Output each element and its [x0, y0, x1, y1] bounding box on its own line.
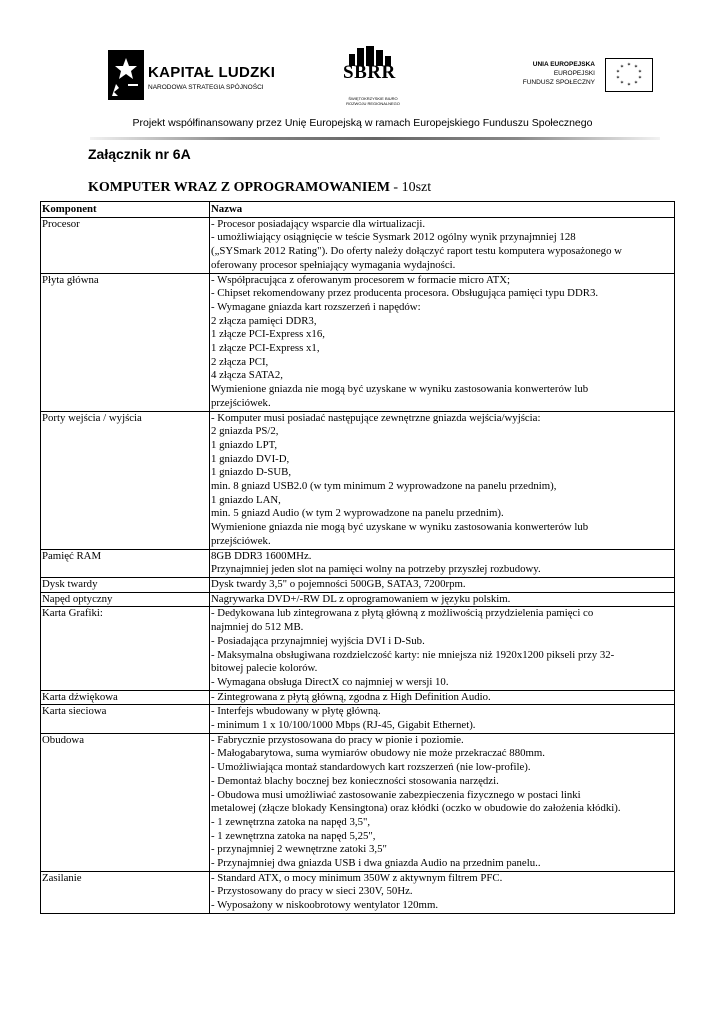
description-line: Dysk twardy 3,5" o pojemności 500GB, SATA3, 7200rpm. — [211, 577, 466, 590]
kapital-ludzki-logo — [108, 48, 276, 108]
description-line: 1 złącze PCI-Express x1, — [211, 342, 320, 355]
svg-text:✶: ✶ — [637, 76, 643, 81]
description-line: - Fabrycznie przystosowana do pracy w pionie i poziomie. — [211, 733, 464, 746]
description-line: - Posiadająca przynajmniej wyjścia DVI i D-Sub. — [211, 634, 425, 647]
table-row — [41, 607, 675, 690]
description-line: - Zintegrowana z płytą główną, zgodna z High Definition Audio. — [211, 690, 491, 703]
description-cell — [210, 690, 675, 705]
component-cell: Karta sieciowa — [41, 705, 210, 733]
description-cell — [210, 871, 675, 913]
table-header-row — [41, 202, 675, 218]
description-cell — [210, 607, 675, 690]
description-line: - umożliwiający osiągnięcie w teście Sysmark 2012 ogólny wynik przynajmniej 128 — [211, 231, 576, 244]
description-line: oferowany procesor spełniający wymagania wydajności. — [211, 258, 456, 271]
component-cell: Zasilanie — [41, 871, 210, 913]
description-line: Wymienione gniazda nie mogą być uzyskane w wyniku zastosowania konwerterów lub — [211, 383, 589, 396]
description-cell — [210, 705, 675, 733]
component-cell: Napęd optyczny — [41, 592, 210, 607]
table-row — [41, 733, 675, 871]
description-line: przejściówek. — [211, 396, 271, 409]
table-row — [41, 273, 675, 411]
description-line: - Obudowa musi umożliwiać zastosowanie zabezpieczenia fizycznego w postaci linki — [211, 788, 581, 801]
kapital-ludzki-mark-icon — [108, 50, 144, 100]
svg-text:✶: ✶ — [637, 70, 643, 75]
eu-flag-icon — [605, 58, 653, 92]
component-cell: Obudowa — [41, 733, 210, 871]
description-cell — [210, 592, 675, 607]
sbrr-subtitle: ŚWIĘTOKRZYSKIE BIURO ROZWOJU REGIONALNEGO — [346, 96, 400, 106]
description-line: - przynajmniej 2 wewnętrzne zatoki 3,5" — [211, 843, 387, 856]
description-line: przejściówek. — [211, 534, 271, 547]
component-cell: Karta Grafiki: — [41, 607, 210, 690]
component-cell: Procesor — [41, 217, 210, 273]
header-component: Komponent — [41, 202, 210, 218]
description-line: Wymienione gniazda nie mogą być uzyskane w wyniku zastosowania konwerterów lub — [211, 521, 589, 534]
description-cell — [210, 549, 675, 577]
description-line: 1 złącze PCI-Express x16, — [211, 328, 325, 341]
table-row — [41, 592, 675, 607]
description-line: 4 złącza SATA2, — [211, 369, 283, 382]
table-row — [41, 871, 675, 913]
description-line: bitowej palecie kolorów. — [211, 662, 318, 675]
cofinance-statement: Projekt współfinansowany przez Unię Europejską w ramach Europejskiego Funduszu Społecznego — [132, 117, 593, 129]
description-line: - Dedykowana lub zintegrowana z płytą główną z możliwością przydzielenia pamięci co — [211, 607, 594, 620]
table-row — [41, 411, 675, 549]
component-cell: Płyta główna — [41, 273, 210, 411]
header-divider — [90, 137, 660, 140]
description-line: - Przystosowany do pracy w sieci 230V, 50Hz. — [211, 885, 413, 898]
description-line: 8GB DDR3 1600MHz. — [211, 549, 312, 562]
component-cell: Porty wejścia / wyjścia — [41, 411, 210, 549]
description-line: - Maksymalna obsługiwana rozdzielczość karty: nie mniejsza niż 1920x1200 pikseli przy 32- — [211, 648, 615, 661]
description-line: metalowej (złącze blokady Kensingtona) oraz kłódki (oczko w obudowie do założenia kłódki). — [211, 802, 621, 815]
description-line: min. 8 gniazd USB2.0 (w tym minimum 2 wyprowadzone na panelu przednim), — [211, 480, 557, 493]
description-cell — [210, 733, 675, 871]
eu-line-2: EUROPEJSKI — [553, 70, 595, 77]
svg-text:✶: ✶ — [619, 65, 625, 70]
eu-line-1: UNIA EUROPEJSKA — [532, 61, 595, 68]
description-line: - 1 zewnętrzna zatoka na napęd 5,25", — [211, 829, 376, 842]
description-line: - Umożliwiająca montaż standardowych kart rozszerzeń (nie low-profile). — [211, 761, 531, 774]
spec-table-body — [41, 217, 675, 913]
description-line: - Demontaż blachy bocznej bez konieczności stosowania narzędzi. — [211, 774, 499, 787]
kapital-ludzki-subtitle: NARODOWA STRATEGIA SPÓJNOŚCI — [148, 84, 264, 91]
document-title-main: KOMPUTER WRAZ Z OPROGRAMOWANIEM — [88, 180, 390, 195]
svg-text:✶: ✶ — [619, 81, 625, 86]
description-line: - minimum 1 x 10/100/1000 Mbps (RJ-45, Gigabit Ethernet). — [211, 719, 476, 732]
document-title-suffix: - 10szt — [389, 180, 432, 195]
description-line: - Komputer musi posiadać następujące zewnętrzne gniazda wejścia/wyjścia: — [211, 411, 541, 424]
page-header — [0, 0, 725, 150]
description-line: - Procesor posiadający wsparcie dla wirtualizacji. — [211, 217, 426, 230]
eu-logo — [522, 58, 655, 94]
description-line: min. 5 gniazd Audio (w tym 2 wyprowadzone na panelu przednim). — [211, 507, 504, 520]
description-line: - Standard ATX, o mocy minimum 350W z aktywnym filtrem PFC. — [211, 871, 503, 884]
eu-line-3: FUNDUSZ SPOŁECZNY — [522, 79, 595, 86]
description-line: 2 złącza PCI, — [211, 355, 269, 368]
description-line: 1 gniazdo LAN, — [211, 493, 281, 506]
description-cell — [210, 217, 675, 273]
header-name: Nazwa — [210, 202, 675, 218]
svg-text:✶: ✶ — [615, 76, 621, 81]
annex-label: Załącznik nr 6A — [88, 146, 191, 162]
svg-text:✶: ✶ — [633, 81, 639, 86]
sbrr-logo — [335, 46, 407, 110]
description-line: - 1 zewnętrzna zatoka na napęd 3,5", — [211, 815, 371, 828]
description-line: 1 gniazdo DVI-D, — [211, 452, 290, 465]
spec-table — [40, 201, 675, 914]
description-line: - Wymagane gniazda kart rozszerzeń i napędów: — [211, 300, 421, 313]
table-row — [41, 705, 675, 733]
svg-text:✶: ✶ — [626, 63, 632, 68]
description-line: - Wymagana obsługa DirectX co najmniej w wersji 10. — [211, 675, 449, 688]
description-line: („SYSmark 2012 Rating"). Do oferty należy dołączyć raport testu komputera wyposażonego w — [211, 245, 622, 258]
description-line: - Wyposażony w niskoobrotowy wentylator 120mm. — [211, 899, 439, 912]
document-title — [88, 180, 431, 196]
kapital-ludzki-title: KAPITAŁ LUDZKI — [148, 64, 276, 81]
description-line: 1 gniazdo D-SUB, — [211, 466, 292, 479]
svg-text:✶: ✶ — [615, 70, 621, 75]
description-line: 2 gniazda PS/2, — [211, 425, 279, 438]
svg-text:✶: ✶ — [633, 65, 639, 70]
description-line: Przynajmniej jeden slot na pamięci wolny na potrzeby przyszłej rozbudowy. — [211, 563, 541, 576]
description-cell — [210, 577, 675, 592]
table-row — [41, 577, 675, 592]
description-line: 1 gniazdo LPT, — [211, 438, 278, 451]
component-cell: Pamięć RAM — [41, 549, 210, 577]
description-line: - Współpracująca z oferowanym procesorem w formacie micro ATX; — [211, 273, 510, 286]
description-line: - Małogabarytowa, suma wymiarów obudowy nie może przekraczać 880mm. — [211, 747, 545, 760]
description-line: najmniej do 512 MB. — [211, 621, 304, 634]
component-cell: Karta dźwiękowa — [41, 690, 210, 705]
description-line: 2 złącza pamięci DDR3, — [211, 314, 317, 327]
description-line: - Interfejs wbudowany w płytę główną. — [211, 705, 381, 718]
table-row — [41, 549, 675, 577]
table-row — [41, 690, 675, 705]
description-line: - Przynajmniej dwa gniazda USB i dwa gniazda Audio na przednim panelu.. — [211, 857, 541, 870]
description-line: Nagrywarka DVD+/-RW DL z oprogramowaniem w języku polskim. — [211, 592, 511, 605]
description-cell — [210, 411, 675, 549]
table-row — [41, 217, 675, 273]
sbrr-text: SBRR — [343, 62, 396, 83]
svg-text:✶: ✶ — [626, 83, 632, 88]
description-cell — [210, 273, 675, 411]
component-cell: Dysk twardy — [41, 577, 210, 592]
description-line: - Chipset rekomendowany przez producenta procesora. Obsługująca pamięci typu DDR3. — [211, 287, 599, 300]
